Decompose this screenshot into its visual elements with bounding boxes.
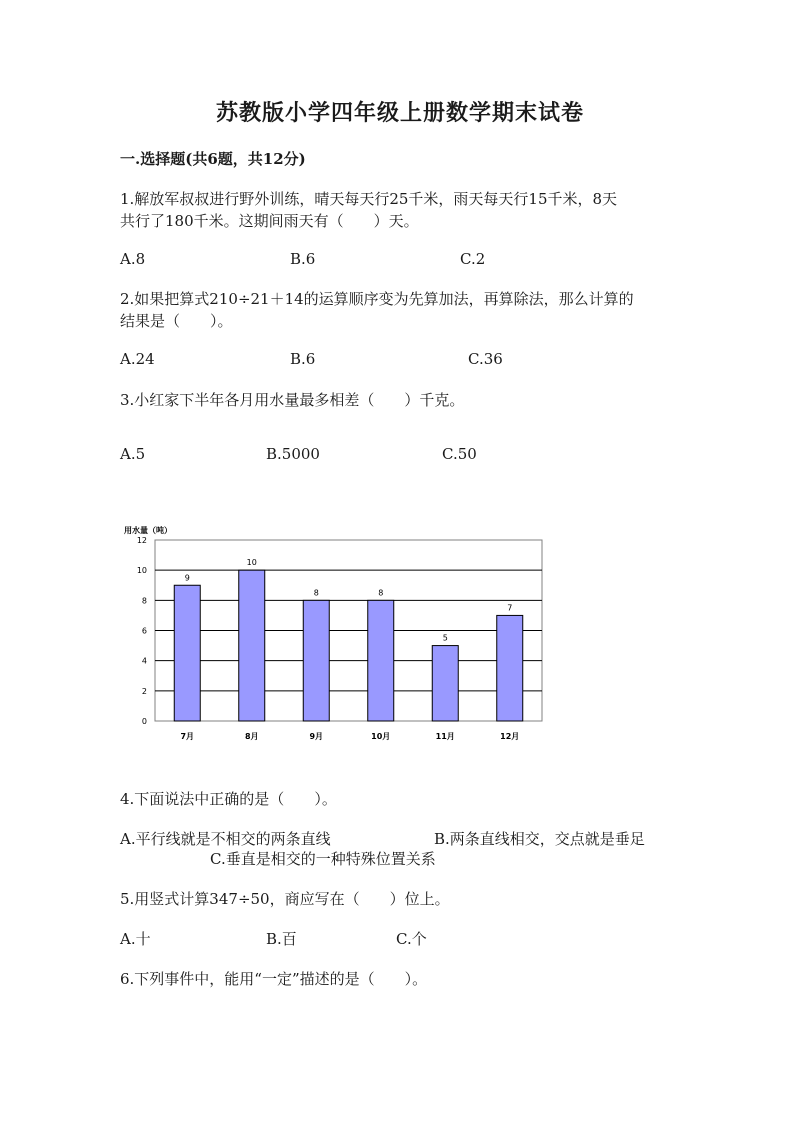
question-4-option-a[interactable]: A.平行线就是不相交的两条直线 [120, 830, 331, 848]
question-2-line-2: 结果是（ ）。 [120, 312, 233, 330]
question-4-option-c[interactable]: C.垂直是相交的一种特殊位置关系 [210, 850, 436, 868]
section-heading: 一.选择题(共6题，共12分) [120, 150, 306, 168]
question-2-line-1: 2.如果把算式210÷21＋14的运算顺序变为先算加法，再算除法，那么计算的 [120, 290, 634, 308]
question-6-line-1: 6.下列事件中，能用“一定”描述的是（ ）。 [120, 970, 428, 988]
chart-bar [239, 570, 265, 721]
chart-y-tick-label: 4 [141, 656, 147, 666]
question-5-option-b[interactable]: B.百 [266, 930, 297, 948]
chart-bar [303, 600, 329, 721]
question-3-option-b[interactable]: B.5000 [266, 445, 320, 463]
chart-bar [174, 585, 200, 721]
chart-data-label: 5 [442, 633, 448, 643]
chart-y-tick-label: 12 [136, 536, 147, 545]
question-3-option-c[interactable]: C.50 [442, 445, 477, 463]
chart-data-label: 9 [184, 573, 190, 583]
question-2-option-c[interactable]: C.36 [468, 350, 503, 368]
chart-data-label: 10 [246, 558, 257, 568]
chart-y-axis-label: 用水量（吨） [124, 526, 172, 535]
page-title: 苏教版小学四年级上册数学期末试卷 [215, 100, 584, 126]
water-usage-chart [120, 520, 560, 750]
chart-x-tick-label: 11月 [435, 732, 455, 741]
question-5-option-c[interactable]: C.个 [396, 930, 427, 948]
chart-data-label: 8 [378, 588, 384, 598]
chart-x-tick-label: 9月 [309, 732, 324, 741]
question-2-option-a[interactable]: A.24 [120, 350, 155, 368]
question-1-option-b[interactable]: B.6 [290, 250, 316, 268]
question-4-line-1: 4.下面说法中正确的是（ ）。 [120, 790, 337, 808]
question-2-option-b[interactable]: B.6 [290, 350, 316, 368]
question-3-line-1: 3.小红家下半年各月用水量最多相差（ ）千克。 [120, 391, 465, 409]
chart-y-tick-label: 8 [141, 596, 147, 606]
chart-bar [368, 600, 394, 721]
question-1-line-1: 1.解放军叔叔进行野外训练，晴天每天行25千米，雨天每天行15千米，8天 [120, 190, 618, 208]
chart-data-label: 7 [507, 603, 513, 613]
chart-bar [432, 646, 458, 721]
chart-x-tick-label: 7月 [180, 732, 195, 741]
question-4-option-b[interactable]: B.两条直线相交，交点就是垂足 [434, 830, 645, 848]
question-3-option-a[interactable]: A.5 [120, 445, 146, 463]
chart-x-tick-label: 8月 [244, 732, 259, 741]
question-1-line-2: 共行了180千米。这期间雨天有（ ）天。 [120, 212, 419, 230]
chart-y-tick-label: 10 [136, 566, 147, 576]
question-1-option-c[interactable]: C.2 [460, 250, 486, 268]
chart-y-tick-label: 2 [141, 686, 147, 696]
question-5-option-a[interactable]: A.十 [120, 930, 151, 948]
chart-y-tick-label: 6 [141, 626, 147, 636]
question-5-line-1: 5.用竖式计算347÷50，商应写在（ ）位上。 [120, 890, 450, 908]
chart-x-tick-label: 12月 [500, 732, 520, 741]
chart-x-tick-label: 10月 [371, 732, 391, 741]
question-1-option-a[interactable]: A.8 [120, 250, 146, 268]
chart-data-label: 8 [313, 588, 319, 598]
chart-y-tick-label: 0 [141, 717, 147, 726]
chart-bar [497, 615, 523, 721]
